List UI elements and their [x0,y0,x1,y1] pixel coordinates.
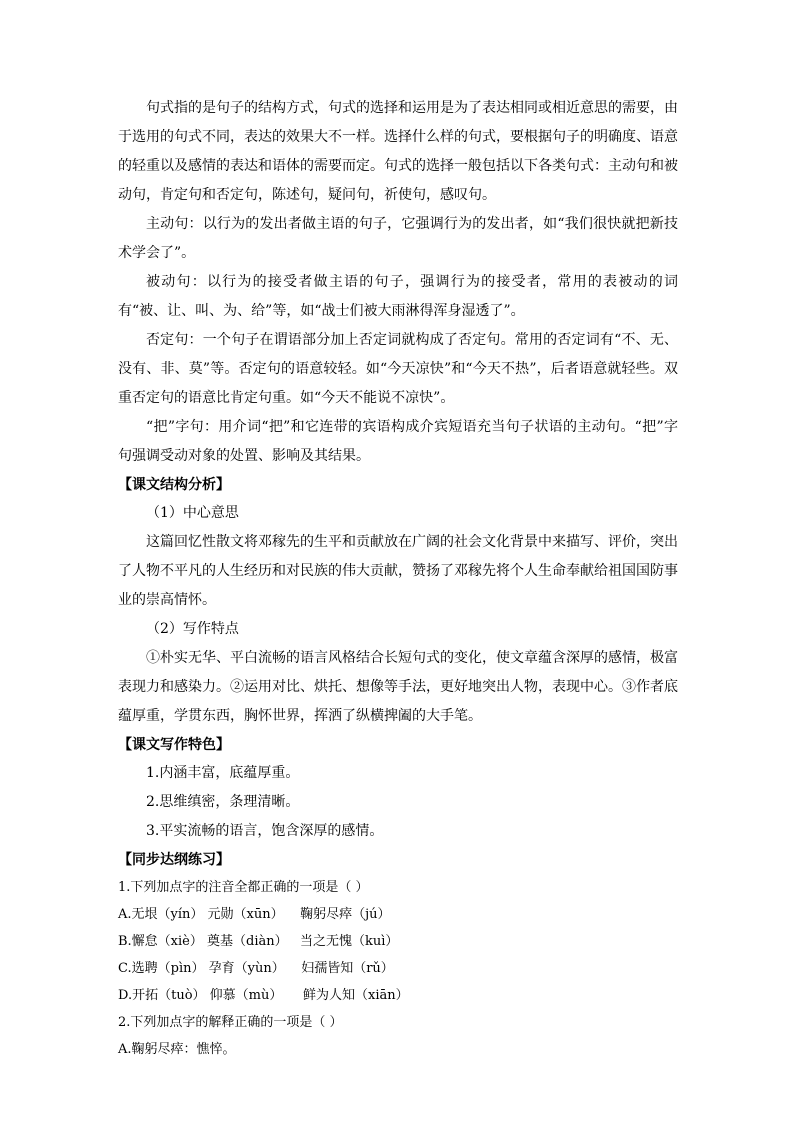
intro-paragraph-negative: 否定句：一个句子在谓语部分加上否定词就构成了否定句。常用的否定词有“不、无、没有、非、莫”等。否定句的语意较轻。如“今天凉快”和“今天不热”，后者语意就轻些。双重否定句的语意比肯定句重。如“今天不能说不凉快”。 [118,332,678,406]
structure-sub-writing: （2）写作特点 [146,621,239,637]
intro-paragraph-passive: 被动句：以行为的接受者做主语的句子，强调行为的接受者，常用的表被动的词有“被、让、叫、为、给”等，如“战士们被大雨淋得浑身湿透了”。 [118,274,678,319]
document-page [118,94,678,1063]
structure-heading: 【课文结构分析】 [118,477,230,493]
question-1-option: B.懈怠（xiè） 奠基（diàn） 当之无愧（kuì） [118,934,399,949]
feature-item: 1.内涵丰富，底蕴厚重。 [146,765,300,781]
structure-writing-text: ①朴实无华、平白流畅的语言风格结合长短句式的变化，使文章蕴含深厚的感情，极富表现力和感染力。②运用对比、烘托、想像等手法，更好地突出人物，表现中心。③作者底蕴厚重，学贯东西，胸怀世界，挥洒了纵横捭阖的大手笔。 [118,650,678,724]
intro-paragraph-ba-sentence: “把”字句：用介词“把”和它连带的宾语构成介宾短语充当句子状语的主动句。“把”字句强调受动对象的处置、影响及其结果。 [118,419,678,464]
practice-heading: 【同步达纲练习】 [118,852,230,868]
feature-item: 3.平实流畅的语言，饱含深厚的感情。 [146,823,384,839]
question-1-option: A.无垠（yín） 元勋（xūn） 鞠躬尽瘁（jú） [118,907,391,922]
question-1: 1.下列加点字的注音全都正确的一项是（ ） [118,880,369,895]
question-2-option: A.鞠躬尽瘁：憔悴。 [118,1042,236,1057]
features-heading: 【课文写作特色】 [118,737,230,753]
structure-main-idea-text: 这篇回忆性散文将邓稼先的生平和贡献放在广阔的社会文化背景中来描写、评价，突出了人物不平凡的人生经历和对民族的伟大贡献，赞扬了邓稼先将个人生命奉献给祖国国防事业的崇高情怀。 [118,534,678,608]
question-1-option: C.选聘（pìn） 孕育（yùn） 妇孺皆知（rǔ） [118,961,394,976]
intro-paragraph-active: 主动句：以行为的发出者做主语的句子，它强调行为的发出者，如“我们很快就把新技术学会了”。 [118,216,678,261]
feature-item: 2.思维缜密，条理清晰。 [146,794,300,810]
intro-paragraph-sentence-forms: 句式指的是句子的结构方式，句式的选择和运用是为了表达相同或相近意思的需要，由于选用的句式不同，表达的效果大不一样。选择什么样的句式，要根据句子的明确度、语意的轻重以及感情的表达和语体的需要而定。句式的选择一般包括以下各类句式：主动句和被动句，肯定句和否定句，陈述句，疑问句，祈使句，感叹句。 [118,100,678,203]
question-1-option: D.开拓（tuò） 仰慕（mù） 鲜为人知（xiān） [118,988,409,1003]
structure-sub-main-idea: （1）中心意思 [146,505,239,521]
question-2: 2.下列加点字的解释正确的一项是（ ） [118,1015,343,1030]
